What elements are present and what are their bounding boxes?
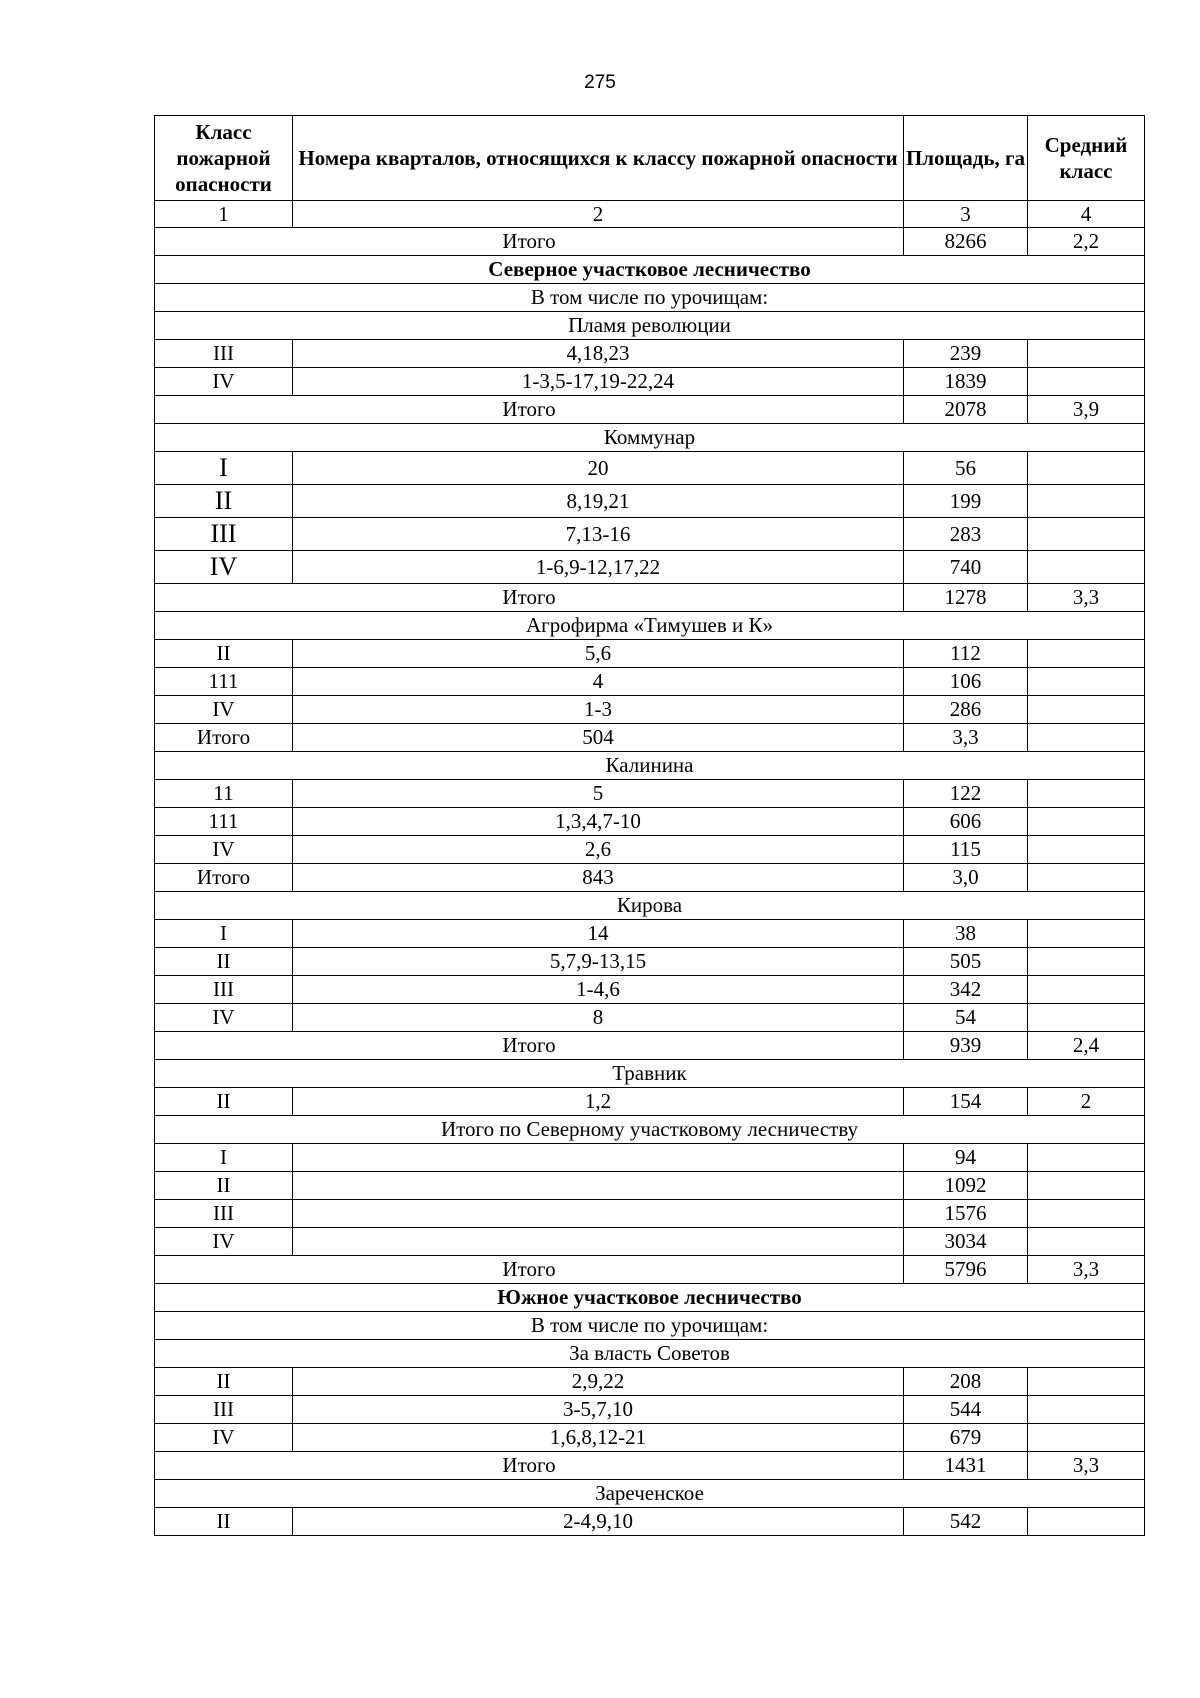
average-class-cell: 2,4 xyxy=(1028,1032,1145,1060)
average-class-cell xyxy=(1028,1368,1145,1396)
group-header-row xyxy=(155,1340,1145,1368)
quarters-cell: 5 xyxy=(293,780,904,808)
group-header-row xyxy=(155,1312,1145,1340)
section-header-row xyxy=(155,256,1145,284)
group-header-row xyxy=(155,612,1145,640)
quarters-cell: 4,18,23 xyxy=(293,340,904,368)
average-class-cell: 2,2 xyxy=(1028,228,1145,256)
group-header-row xyxy=(155,1116,1145,1144)
average-class-cell xyxy=(1028,668,1145,696)
table-row xyxy=(155,1228,1145,1256)
column-number-row xyxy=(155,201,1145,228)
area-cell: 112 xyxy=(904,640,1028,668)
class-cell: II xyxy=(155,948,293,976)
area-cell: 3034 xyxy=(904,1228,1028,1256)
average-class-cell xyxy=(1028,1004,1145,1032)
area-cell: 606 xyxy=(904,808,1028,836)
average-class-cell xyxy=(1028,1172,1145,1200)
average-class-cell xyxy=(1028,976,1145,1004)
section-title: Южное участковое лесничество xyxy=(155,1284,1145,1312)
class-cell: 111 xyxy=(155,808,293,836)
class-cell: III xyxy=(155,518,293,551)
class-cell: I xyxy=(155,452,293,485)
table-row xyxy=(155,920,1145,948)
class-cell: III xyxy=(155,1396,293,1424)
group-title: Кирова xyxy=(155,892,1145,920)
area-cell: 1839 xyxy=(904,368,1028,396)
class-cell: I xyxy=(155,1144,293,1172)
average-class-cell xyxy=(1028,864,1145,892)
quarters-cell: 5,6 xyxy=(293,640,904,668)
quarters-cell xyxy=(293,1144,904,1172)
table-row xyxy=(155,368,1145,396)
area-cell: 3,0 xyxy=(904,864,1028,892)
class-cell: II xyxy=(155,1088,293,1116)
header-quarters: Номера кварталов, относящихся к классу пожарной опасности xyxy=(293,116,904,201)
average-class-cell xyxy=(1028,808,1145,836)
quarters-cell: 20 xyxy=(293,452,904,485)
quarters-cell: 4 xyxy=(293,668,904,696)
group-header-row xyxy=(155,284,1145,312)
class-cell: 111 xyxy=(155,668,293,696)
quarters-cell xyxy=(293,1228,904,1256)
average-class-cell xyxy=(1028,948,1145,976)
area-cell: 544 xyxy=(904,1396,1028,1424)
area-cell: 740 xyxy=(904,551,1028,584)
header-average-class: Средний класс xyxy=(1028,116,1145,201)
quarters-cell: 1-3 xyxy=(293,696,904,724)
area-cell: 542 xyxy=(904,1508,1028,1536)
class-cell: III xyxy=(155,340,293,368)
class-cell: IV xyxy=(155,551,293,584)
table-row xyxy=(155,836,1145,864)
table-row xyxy=(155,864,1145,892)
class-cell: 11 xyxy=(155,780,293,808)
total-row xyxy=(155,1256,1145,1284)
class-cell: IV xyxy=(155,1004,293,1032)
total-row xyxy=(155,1032,1145,1060)
average-class-cell xyxy=(1028,1396,1145,1424)
area-cell: 38 xyxy=(904,920,1028,948)
total-label: Итого xyxy=(155,584,904,612)
table-body xyxy=(155,201,1145,1536)
table-row xyxy=(155,640,1145,668)
average-class-cell xyxy=(1028,340,1145,368)
area-cell: 199 xyxy=(904,485,1028,518)
group-title: Пламя революции xyxy=(155,312,1145,340)
quarters-cell: 2-4,9,10 xyxy=(293,1508,904,1536)
table-row xyxy=(155,976,1145,1004)
quarters-cell: 14 xyxy=(293,920,904,948)
quarters-cell: 2,6 xyxy=(293,836,904,864)
average-class-cell xyxy=(1028,551,1145,584)
quarters-cell xyxy=(293,1172,904,1200)
group-title: Итого по Северному участковому лесничеству xyxy=(155,1116,1145,1144)
table-row xyxy=(155,1508,1145,1536)
area-cell: 286 xyxy=(904,696,1028,724)
class-cell: II xyxy=(155,1172,293,1200)
quarters-cell: 1,3,4,7-10 xyxy=(293,808,904,836)
table-row xyxy=(155,696,1145,724)
class-cell: III xyxy=(155,1200,293,1228)
column-number: 1 xyxy=(155,201,293,228)
quarters-cell: 1,6,8,12-21 xyxy=(293,1424,904,1452)
average-class-cell xyxy=(1028,696,1145,724)
area-cell: 208 xyxy=(904,1368,1028,1396)
class-cell: II xyxy=(155,485,293,518)
average-class-cell xyxy=(1028,518,1145,551)
area-cell: 106 xyxy=(904,668,1028,696)
area-cell: 8266 xyxy=(904,228,1028,256)
table-row xyxy=(155,518,1145,551)
section-title: Северное участковое лесничество xyxy=(155,256,1145,284)
area-cell: 342 xyxy=(904,976,1028,1004)
class-cell: IV xyxy=(155,1424,293,1452)
area-cell: 239 xyxy=(904,340,1028,368)
table-row xyxy=(155,485,1145,518)
column-number: 3 xyxy=(904,201,1028,228)
area-cell: 54 xyxy=(904,1004,1028,1032)
quarters-cell: 843 xyxy=(293,864,904,892)
class-cell: IV xyxy=(155,1228,293,1256)
group-header-row xyxy=(155,1480,1145,1508)
average-class-cell xyxy=(1028,485,1145,518)
table-row xyxy=(155,340,1145,368)
table-row xyxy=(155,1424,1145,1452)
class-cell: II xyxy=(155,1368,293,1396)
table-row xyxy=(155,1200,1145,1228)
area-cell: 283 xyxy=(904,518,1028,551)
area-cell: 5796 xyxy=(904,1256,1028,1284)
area-cell: 1431 xyxy=(904,1452,1028,1480)
area-cell: 679 xyxy=(904,1424,1028,1452)
table-row xyxy=(155,948,1145,976)
total-label: Итого xyxy=(155,1452,904,1480)
class-cell: II xyxy=(155,640,293,668)
quarters-cell: 7,13-16 xyxy=(293,518,904,551)
group-header-row xyxy=(155,1060,1145,1088)
table-row xyxy=(155,724,1145,752)
average-class-cell xyxy=(1028,920,1145,948)
area-cell: 1576 xyxy=(904,1200,1028,1228)
average-class-cell: 3,3 xyxy=(1028,584,1145,612)
group-title: Коммунар xyxy=(155,424,1145,452)
group-title: За власть Советов xyxy=(155,1340,1145,1368)
total-row xyxy=(155,584,1145,612)
group-header-row xyxy=(155,752,1145,780)
class-cell: Итого xyxy=(155,864,293,892)
area-cell: 1092 xyxy=(904,1172,1028,1200)
average-class-cell xyxy=(1028,1424,1145,1452)
area-cell: 154 xyxy=(904,1088,1028,1116)
area-cell: 94 xyxy=(904,1144,1028,1172)
quarters-cell: 504 xyxy=(293,724,904,752)
table-row xyxy=(155,1172,1145,1200)
table-row xyxy=(155,1144,1145,1172)
quarters-cell: 8,19,21 xyxy=(293,485,904,518)
table-row xyxy=(155,1396,1145,1424)
average-class-cell: 3,9 xyxy=(1028,396,1145,424)
class-cell: I xyxy=(155,920,293,948)
quarters-cell: 8 xyxy=(293,1004,904,1032)
total-row xyxy=(155,228,1145,256)
group-title: В том числе по урочищам: xyxy=(155,284,1145,312)
table-header-row xyxy=(155,116,1145,201)
average-class-cell xyxy=(1028,368,1145,396)
average-class-cell xyxy=(1028,1200,1145,1228)
header-area: Площадь, га xyxy=(904,116,1028,201)
average-class-cell: 3,3 xyxy=(1028,1256,1145,1284)
total-label: Итого xyxy=(155,396,904,424)
class-cell: III xyxy=(155,976,293,1004)
group-title: Калинина xyxy=(155,752,1145,780)
group-title: Агрофирма «Тимушев и К» xyxy=(155,612,1145,640)
total-label: Итого xyxy=(155,1032,904,1060)
average-class-cell xyxy=(1028,452,1145,485)
class-cell: IV xyxy=(155,696,293,724)
group-title: Травник xyxy=(155,1060,1145,1088)
page-number: 275 xyxy=(584,72,616,93)
area-cell: 122 xyxy=(904,780,1028,808)
average-class-cell: 3,3 xyxy=(1028,1452,1145,1480)
fire-hazard-table xyxy=(154,115,1145,1536)
table-row xyxy=(155,1368,1145,1396)
average-class-cell xyxy=(1028,640,1145,668)
average-class-cell xyxy=(1028,1144,1145,1172)
group-header-row xyxy=(155,312,1145,340)
table-row xyxy=(155,1004,1145,1032)
quarters-cell: 2,9,22 xyxy=(293,1368,904,1396)
area-cell: 1278 xyxy=(904,584,1028,612)
group-header-row xyxy=(155,424,1145,452)
quarters-cell xyxy=(293,1200,904,1228)
quarters-cell: 5,7,9-13,15 xyxy=(293,948,904,976)
total-label: Итого xyxy=(155,1256,904,1284)
area-cell: 3,3 xyxy=(904,724,1028,752)
class-cell: IV xyxy=(155,368,293,396)
total-label: Итого xyxy=(155,228,904,256)
average-class-cell: 2 xyxy=(1028,1088,1145,1116)
average-class-cell xyxy=(1028,780,1145,808)
area-cell: 505 xyxy=(904,948,1028,976)
total-row xyxy=(155,396,1145,424)
column-number: 2 xyxy=(293,201,904,228)
column-number: 4 xyxy=(1028,201,1145,228)
header-class: Класс пожарной опасности xyxy=(155,116,293,201)
area-cell: 115 xyxy=(904,836,1028,864)
table-row xyxy=(155,452,1145,485)
group-header-row xyxy=(155,892,1145,920)
quarters-cell: 3-5,7,10 xyxy=(293,1396,904,1424)
table-row xyxy=(155,808,1145,836)
class-cell: Итого xyxy=(155,724,293,752)
table-row xyxy=(155,1088,1145,1116)
quarters-cell: 1-3,5-17,19-22,24 xyxy=(293,368,904,396)
class-cell: II xyxy=(155,1508,293,1536)
area-cell: 939 xyxy=(904,1032,1028,1060)
average-class-cell xyxy=(1028,1228,1145,1256)
average-class-cell xyxy=(1028,724,1145,752)
area-cell: 2078 xyxy=(904,396,1028,424)
section-header-row xyxy=(155,1284,1145,1312)
table-row xyxy=(155,780,1145,808)
table-row xyxy=(155,551,1145,584)
area-cell: 56 xyxy=(904,452,1028,485)
group-title: В том числе по урочищам: xyxy=(155,1312,1145,1340)
class-cell: IV xyxy=(155,836,293,864)
total-row xyxy=(155,1452,1145,1480)
quarters-cell: 1-4,6 xyxy=(293,976,904,1004)
average-class-cell xyxy=(1028,836,1145,864)
quarters-cell: 1,2 xyxy=(293,1088,904,1116)
quarters-cell: 1-6,9-12,17,22 xyxy=(293,551,904,584)
average-class-cell xyxy=(1028,1508,1145,1536)
table-row xyxy=(155,668,1145,696)
group-title: Зареченское xyxy=(155,1480,1145,1508)
